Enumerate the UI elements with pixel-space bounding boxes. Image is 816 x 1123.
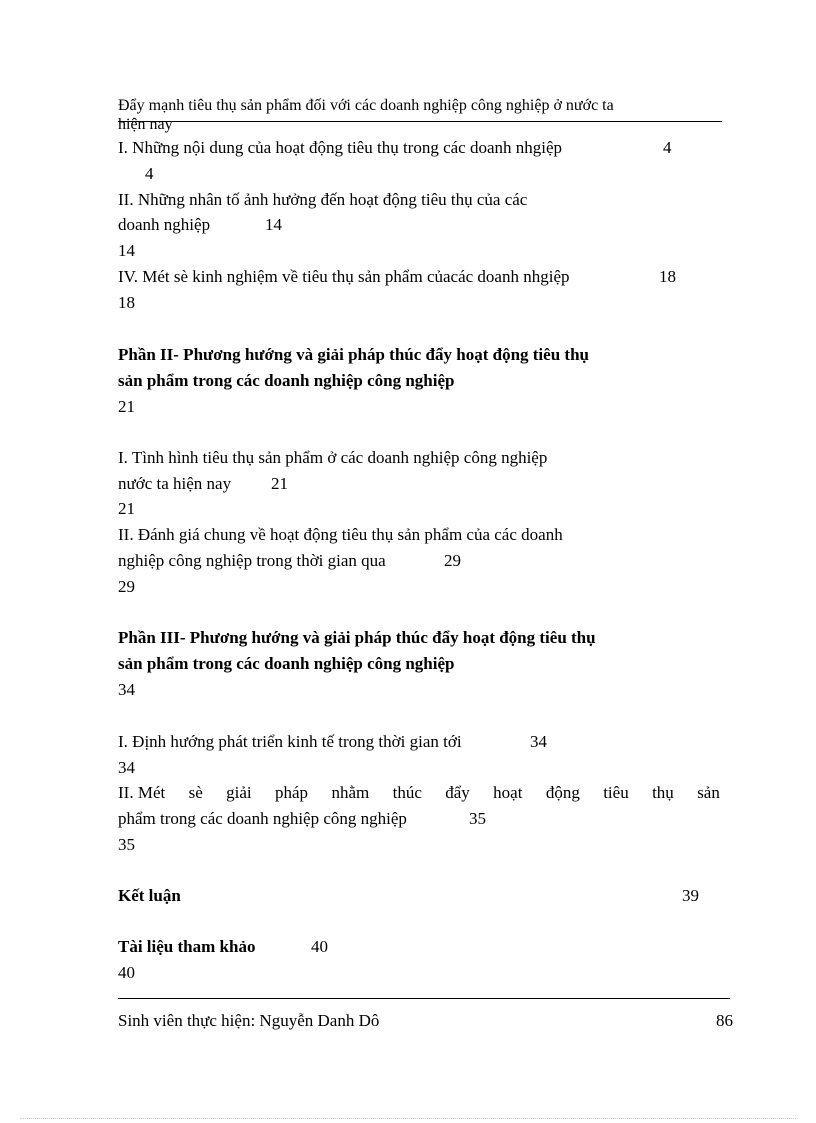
header-rule [118,121,722,122]
toc-p3-ii-text-line2: phẩm trong các doanh nghiệp công nghiệp [118,809,407,828]
word: động [545,783,580,802]
footer-author: Sinh viên thực hiện: Nguyễn Danh Dô [118,1011,380,1030]
toc-p2-ii-page-repeat: 29 [118,577,135,596]
toc-p1-i-text: I. Những nội dung của hoạt động tiêu thụ trong các doanh nhgiệp [118,138,563,157]
toc-p2-ii-page: 29 [444,551,461,570]
toc-p1-iv-page: 18 [659,267,676,286]
toc-p2-page: 21 [118,397,135,416]
word: thụ [652,783,674,802]
toc-p3-heading-line2: sản phẩm trong các doanh nghiệp công nghiệp [118,654,455,673]
toc-p2-ii-text-line2: nghiệp công nghiệp trong thời gian qua [118,551,386,570]
page-edge-divider [20,1118,796,1119]
toc-p3-heading-line1: Phần III- Phương hướng và giải pháp thúc đẩy hoạt động tiêu thụ [118,628,596,647]
toc-p3-i-page: 34 [530,732,547,751]
header-title-line1: Đẩy mạnh tiêu thụ sản phẩm đối với các doanh nghiệp công nghiệp ở nước ta [118,97,614,114]
toc-p3-page: 34 [118,680,135,699]
toc-p1-ii-page-repeat: 14 [118,241,135,260]
toc-p1-i-page: 4 [663,138,672,157]
toc-p1-iv-text: IV. Mét sè kinh nghiệm về tiêu thụ sản phẩm củacác doanh nhgiệp [118,267,570,286]
word: II. Mét [118,783,166,802]
toc-references-page-repeat: 40 [118,963,135,982]
toc-p1-iv-page-repeat: 18 [118,293,135,312]
word: nhằm [331,783,370,802]
word: thúc [392,783,422,802]
toc-p2-ii-text-line1: II. Đánh giá chung về hoạt động tiêu thụ sản phẩm của các doanh [118,525,563,544]
footer-page-number: 86 [716,1011,733,1030]
toc-p2-i-page-repeat: 21 [118,499,135,518]
word: sè [188,783,203,802]
toc-references-page: 40 [311,937,328,956]
word: pháp [275,783,309,802]
toc-p1-ii-text-line2: doanh nghiệp [118,215,211,234]
toc-p2-heading-line1: Phần II- Phương hướng và giải pháp thúc đẩy hoạt động tiêu thụ [118,345,589,364]
word: tiêu [603,783,629,802]
word: hoạt [493,783,523,802]
toc-p2-i-page: 21 [271,474,288,493]
toc-p1-i-page-repeat: 4 [145,164,154,183]
toc-p3-ii-page-repeat: 35 [118,835,135,854]
toc-p1-ii-text-line1: II. Những nhân tố ảnh hưởng đến hoạt động tiêu thụ của các [118,190,528,209]
word: đẩy [445,783,470,802]
toc-references-label: Tài liệu tham khảo [118,937,256,956]
toc-p3-ii-page: 35 [469,809,486,828]
toc-p3-ii-text-line1 [118,783,720,803]
word: sản [697,783,720,802]
word: giải [226,783,252,802]
toc-p1-ii-page: 14 [265,215,282,234]
toc-p2-i-text-line2: nước ta hiện nay [118,474,232,493]
toc-p3-i-page-repeat: 34 [118,758,135,777]
toc-conclusion-label: Kết luận [118,886,181,905]
header-title-line2: hiện nay [118,116,173,133]
footer-rule [118,998,730,999]
toc-p2-heading-line2: sản phẩm trong các doanh nghiệp công nghiệp [118,371,455,390]
toc-p2-i-text-line1: I. Tình hình tiêu thụ sản phẩm ở các doanh nghiệp công nghiệp [118,448,548,467]
toc-conclusion-page: 39 [682,886,699,905]
toc-p3-i-text: I. Định hướng phát triển kinh tế trong thời gian tới [118,732,462,751]
